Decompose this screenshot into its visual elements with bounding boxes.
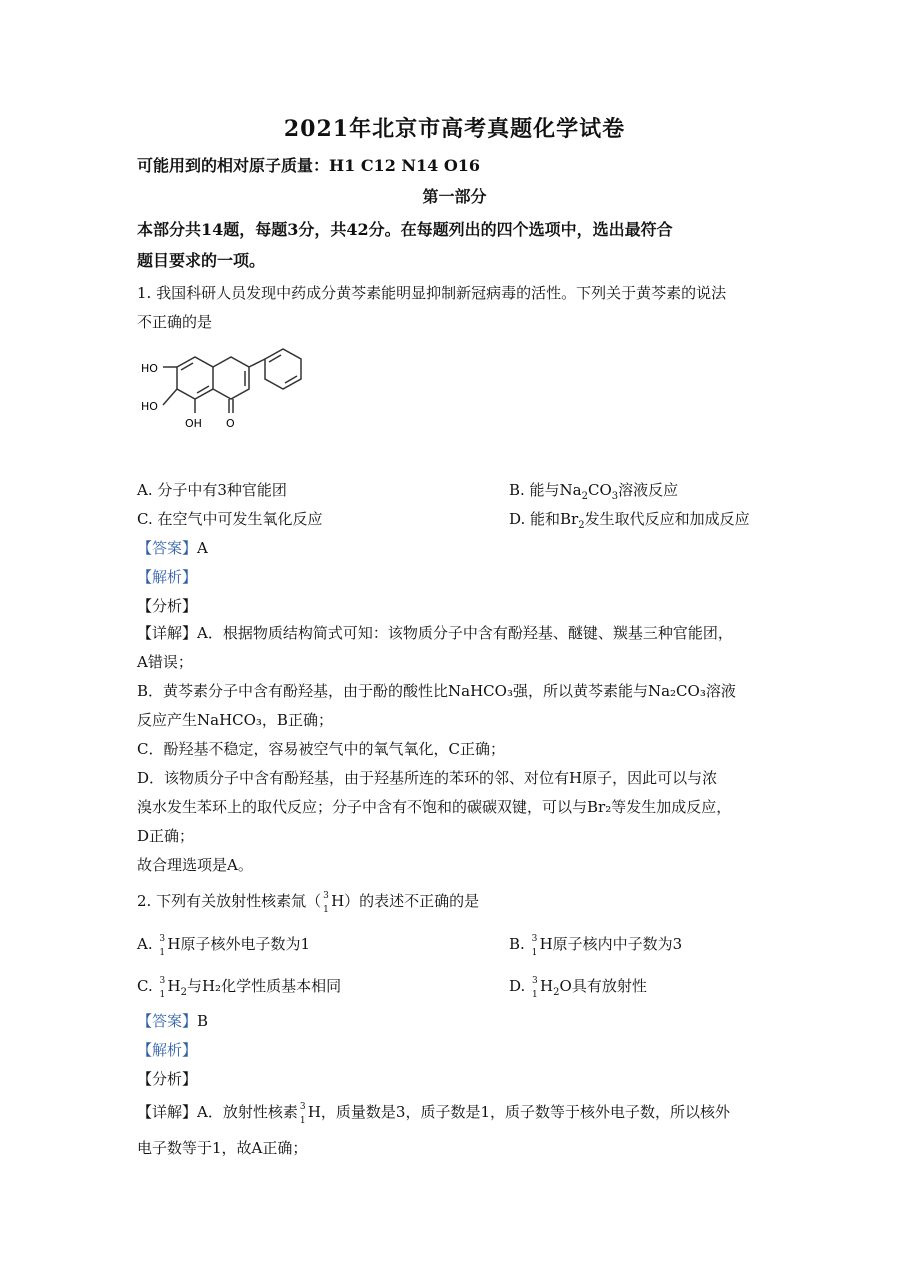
q2-fenxi-tag: 【分析】 bbox=[137, 1070, 198, 1088]
iso-c-mass: 3 bbox=[159, 976, 166, 986]
q1-analysis-tag: 【解析】 bbox=[137, 568, 198, 586]
q1-option-d-post: 发生取代反应和加成反应 bbox=[584, 510, 750, 528]
iso-c bbox=[158, 976, 168, 1000]
part-heading: 第一部分 bbox=[422, 187, 487, 206]
baicalein-structure bbox=[137, 345, 307, 445]
q1-detail-line-9: 故合理选项是A。 bbox=[137, 856, 253, 874]
q1-detail-line-8: D正确； bbox=[137, 827, 195, 845]
iso-d-z: 1 bbox=[532, 990, 538, 1000]
q2-option-c-pre: C. bbox=[137, 977, 153, 995]
q2-option-b bbox=[509, 934, 683, 958]
iso-detail bbox=[298, 1102, 308, 1126]
iso-a bbox=[157, 934, 167, 958]
part-intro-1: 本部分共14题，每题3分，共42分。在每题列出的四个选项中，选出最符合 bbox=[137, 220, 673, 239]
iso-detail-mass: 3 bbox=[299, 1102, 306, 1112]
q1-stem-2: 不正确的是 bbox=[137, 313, 213, 331]
q2-option-a-post: H原子核外电子数为1 bbox=[167, 935, 311, 953]
q2-option-c: C. 3 1 $H_2$与H₂化学性质基本相同 bbox=[137, 976, 341, 1003]
oh-label-3: OH bbox=[185, 417, 202, 430]
q1-answer-tag: 【答案】 bbox=[137, 539, 198, 557]
part-intro-2: 题目要求的一项。 bbox=[137, 251, 266, 270]
tritium-isotope bbox=[321, 891, 331, 915]
q1-option-d: D. 能和$Br_2$发生取代反应和加成反应 bbox=[509, 510, 750, 531]
q2-option-d-o: O bbox=[559, 977, 572, 995]
q2-detail-line-1 bbox=[137, 1102, 731, 1126]
q1-detail-line-3: B．黄芩素分子中含有酚羟基，由于酚的酸性比NaHCO₃强，所以黄芩素能与Na₂CO₃溶液 bbox=[137, 682, 736, 700]
q1-detail-line-2: A错误； bbox=[137, 653, 193, 671]
q2-option-b-pre: B. bbox=[509, 935, 525, 953]
q2-option-d: D. 3 1 $H_2O$具有放射性 bbox=[509, 976, 647, 1003]
iso-b-z: 1 bbox=[531, 948, 538, 958]
q1-detail-line-7: 溴水发生苯环上的取代反应；分子中含有不饱和的碳碳双键，可以与Br₂等发生加成反应， bbox=[137, 798, 732, 816]
atomic-mass-line: 可能用到的相对原子质量：H1 C12 N14 O16 bbox=[137, 156, 481, 175]
iso-mass: 3 bbox=[323, 891, 329, 901]
q2-detail-line-2: 电子数等于1，故A正确； bbox=[137, 1139, 308, 1157]
q2-stem-pre: 2. 下列有关放射性核素氚（ bbox=[137, 892, 322, 910]
q2-detail-post: H，质量数是3，质子数是1，质子数等于核外电子数，所以核外 bbox=[307, 1103, 731, 1121]
q1-detail-line-5: C．酚羟基不稳定，容易被空气中的氧气氧化，C正确； bbox=[137, 740, 505, 758]
q1-detail-line-4: 反应产生NaHCO₃，B正确； bbox=[137, 711, 333, 729]
q1-stem-1: 1. 我国科研人员发现中药成分黄芩素能明显抑制新冠病毒的活性。下列关于黄芩素的说法 bbox=[137, 284, 727, 302]
q2-answer-tag: 【答案】 bbox=[137, 1012, 198, 1030]
q2-answer bbox=[137, 1011, 208, 1031]
q1-option-b-mid: CO bbox=[588, 481, 612, 499]
q1-detail-line-1: 【详解】A．根据物质结构简式可知：该物质分子中含有酚羟基、醚键、羰基三种官能团， bbox=[137, 624, 733, 642]
q2-detail-pre: 【详解】A．放射性核素 bbox=[137, 1103, 298, 1121]
q1-option-b: B. 能与$Na_2CO_3$溶液反应 bbox=[509, 481, 679, 502]
q2-option-d-pre: D. bbox=[509, 977, 526, 995]
iso-detail-z: 1 bbox=[299, 1116, 306, 1126]
q2-option-b-post: H原子核内中子数为3 bbox=[539, 935, 683, 953]
page-title: 2021年北京市高考真题化学试卷 bbox=[283, 116, 626, 142]
q2-option-c-post: 与H₂化学性质基本相同 bbox=[186, 977, 342, 995]
q1-option-b-post: 溶液反应 bbox=[618, 481, 679, 499]
q1-option-c: C. 在空气中可发生氧化反应 bbox=[137, 510, 323, 528]
q1-option-a: A. 分子中有3种官能团 bbox=[137, 481, 287, 499]
q1-answer bbox=[137, 538, 208, 558]
q1-fenxi-tag: 【分析】 bbox=[137, 597, 198, 615]
q1-option-b-pre: B. 能与Na bbox=[509, 481, 582, 499]
q2-option-a-pre: A. bbox=[137, 935, 153, 953]
iso-c-z: 1 bbox=[159, 990, 166, 1000]
q2-answer-value: B bbox=[197, 1012, 209, 1030]
carbonyl-o-label: O bbox=[226, 417, 235, 430]
q2-stem bbox=[137, 891, 480, 915]
q2-option-c-mid: H bbox=[167, 977, 181, 995]
q1-detail-line-6: D．该物质分子中含有酚羟基，由于羟基所连的苯环的邻、对位有H原子，因此可以与浓 bbox=[137, 769, 718, 787]
iso-a-z: 1 bbox=[159, 948, 166, 958]
q2-analysis-tag: 【解析】 bbox=[137, 1041, 198, 1059]
oh-label-1: HO bbox=[141, 362, 158, 375]
iso-d bbox=[530, 976, 540, 1000]
iso-d-mass: 3 bbox=[532, 976, 538, 986]
oh-label-2: HO bbox=[141, 400, 158, 413]
q2-stem-post: H）的表述不正确的是 bbox=[331, 892, 480, 910]
q2-option-d-post: 具有放射性 bbox=[571, 977, 647, 995]
q2-option-a bbox=[137, 934, 311, 958]
iso-z: 1 bbox=[323, 905, 329, 915]
iso-a-mass: 3 bbox=[159, 934, 166, 944]
q1-answer-value: A bbox=[197, 539, 208, 557]
iso-b-mass: 3 bbox=[531, 934, 538, 944]
iso-b bbox=[530, 934, 540, 958]
q2-option-d-mid: H bbox=[540, 977, 554, 995]
q1-option-d-pre: D. 能和Br bbox=[509, 510, 579, 528]
